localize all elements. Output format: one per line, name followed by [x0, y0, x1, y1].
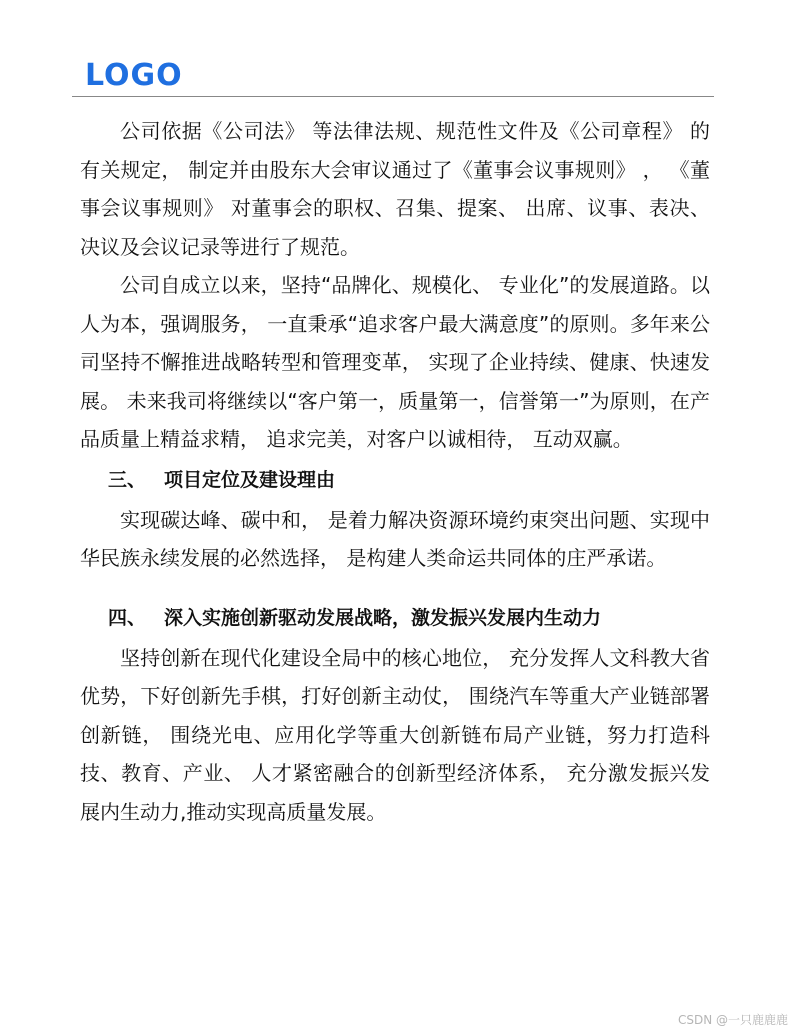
document-body [80, 112, 710, 831]
section-3-title: 项目定位及建设理由 [164, 468, 336, 491]
company-logo: LOGO [85, 58, 183, 93]
section-3-heading [80, 464, 710, 496]
section-3-number: 三、 [108, 468, 147, 491]
section-4-paragraph: 坚持创新在现代化建设全局中的核心地位， 充分发挥人文科教大省优势，下好创新先手棋，打好创新主动仗， 围绕汽车等重大产业链部署创新链， 围绕光电、应用化学等重大创新链布局产业链，努力打造科技、教育、产业、 人才紧密融合的创新型经济体系， 充分激发振兴发展内生动力,推动实现高质量发展。 [80, 645, 710, 824]
section-3-paragraph: 实现碳达峰、碳中和， 是着力解决资源环境约束突出问题、实现中华民族永续发展的必然选择， 是构建人类命运共同体的庄严承诺。 [80, 507, 710, 570]
section-4-title: 深入实施创新驱动发展战略，激发振兴发展内生动力 [164, 606, 602, 629]
source-watermark: CSDN @一只鹿鹿鹿 [677, 1013, 788, 1027]
section-4-heading [80, 602, 710, 634]
header-divider [72, 96, 714, 97]
paragraph-company-philosophy: 公司自成立以来，坚持“品牌化、规模化、 专业化”的发展道路。以人为本，强调服务， 一直秉承“追求客户最大满意度”的原则。多年来公司坚持不懈推进战略转型和管理变革， 实现了企业持续、健康、快速发展。 未来我司将继续以“客户第一，质量第一，信誉第一”为原则，在产品质量上精益求精， 追求完美，对客户以诚相待， 互动双赢。 [80, 273, 710, 451]
paragraph-bylaws: 公司依据《公司法》 等法律法规、规范性文件及《公司章程》 的有关规定， 制定并由股东大会审议通过了《董事会议事规则》 ， 《董事会议事规则》 对董事会的职权、召集、提案、 出席、议事、表决、决议及会议记录等进行了规范。 [80, 119, 710, 259]
section-4-number: 四、 [108, 606, 147, 629]
